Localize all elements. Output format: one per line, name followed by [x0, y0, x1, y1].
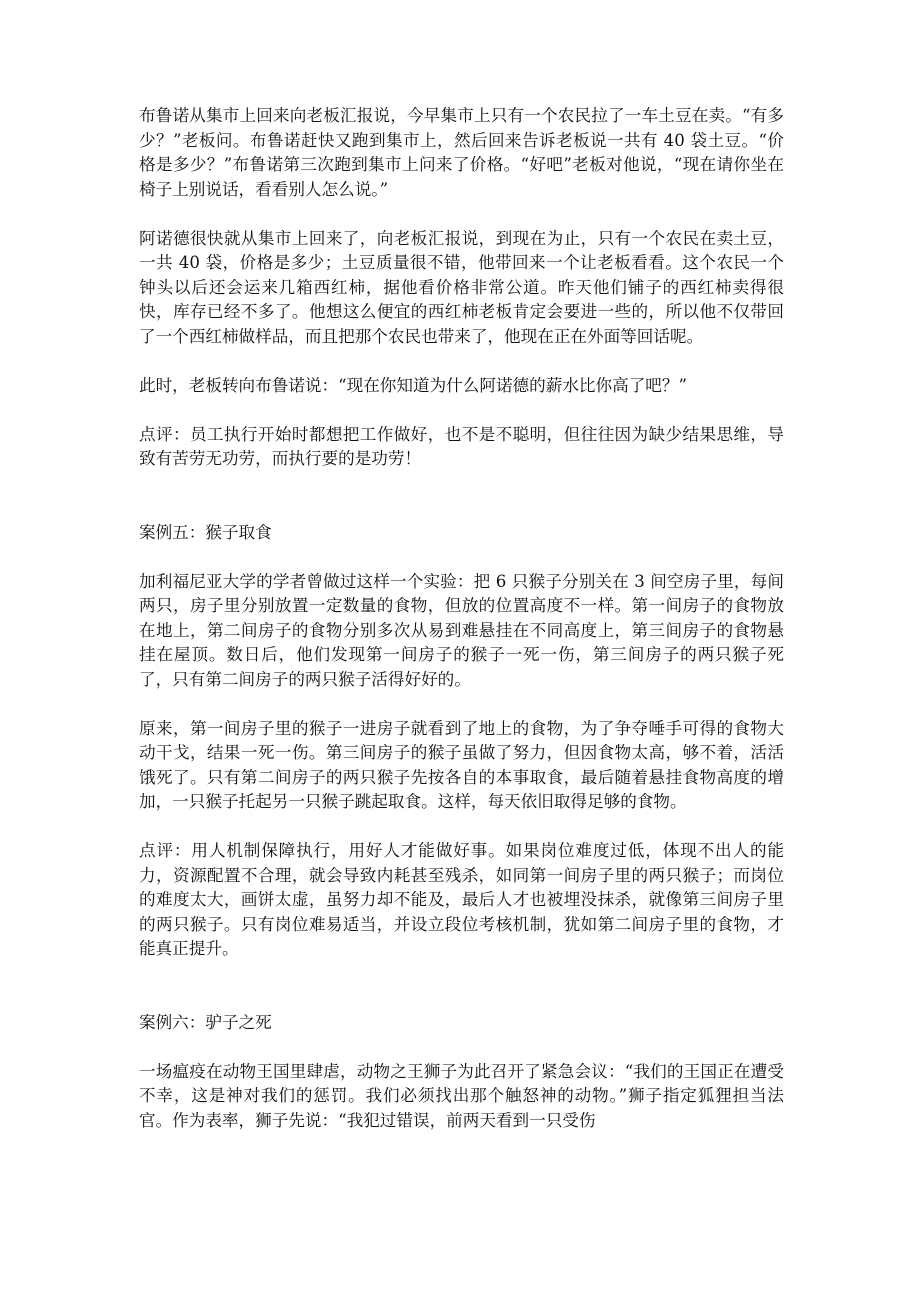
document-page [139, 104, 784, 1158]
story5-comment: 点评：用人机制保障执行，用好人才能做好事。如果岗位难度过低，体现不出人的能力，资源配置不合理，就会导致内耗甚至残杀，如同第一间房子里的两只猴子；而岗位的难度太大，画饼太虚，虽努力却不能及，最后人才也被埋没抹杀，就像第三间房子里的两只猴子。只有岗位难易适当，并设立段位考核机制，犹如第二间房子里的食物，才能真正提升。 [139, 841, 784, 958]
story6-paragraph-1: 一场瘟疫在动物王国里肆虐，动物之王狮子为此召开了紧急会议：“我们的王国正在遭受不幸，这是神对我们的惩罚。我们必须找出那个触怒神的动物。”狮子指定狐狸担当法官。作为表率，狮子先说：“我犯过错误，前两天看到一只受伤 [139, 1061, 784, 1130]
section-spacer [139, 986, 784, 1011]
story4-paragraph-3: 此时，老板转向布鲁诺说：“现在你知道为什么阿诺德的薪水比你高了吧？” [139, 375, 687, 395]
story4-paragraph-2: 阿诺德很快就从集市上回来了，向老板汇报说，到现在为止，只有一个农民在卖土豆，一共 40 袋，价格是多少；土豆质量很不错，他带回来一个让老板看看。这个农民一个钟头以后还会运来几箱西红柿，据他看价格非常公道。昨天他们铺子的西红柿卖得很快，库存已经不多了。他想这么便宜的西红柿老板肯定会要进一些的，所以他不仅带回了一个西红柿做样品，而且把那个农民也带来了，他现在正在外面等回话呢。 [139, 228, 784, 346]
story4-comment: 点评：员工执行开始时都想把工作做好，也不是不聪明，但往往因为缺少结果思维，导致有苦劳无功劳，而执行要的是功劳！ [139, 424, 784, 468]
story4-paragraph-1: 布鲁诺从集市上回来向老板汇报说，今早集市上只有一个农民拉了一车土豆在卖。“有多少？”老板问。布鲁诺赶快又跑到集市上，然后回来告诉老板说一共有 40 袋土豆。“价格是多少？”布鲁诺第三次跑到集市上问来了价格。“好吧”老板对他说，“现在请你坐在椅子上别说话，看看别人怎么说。” [139, 106, 784, 199]
story5-title: 案例五：猴子取食 [139, 522, 272, 542]
story5-paragraph-2: 原来，第一间房子里的猴子一进房子就看到了地上的食物，为了争夺唾手可得的食物大动干戈，结果一死一伤。第三间房子的猴子虽做了努力，但因食物太高，够不着，活活饿死了。只有第二间房子的两只猴子先按各自的本事取食，最后随着悬挂食物高度的增加，一只猴子托起另一只猴子跳起取食。这样，每天依旧取得足够的食物。 [139, 718, 784, 811]
story5-paragraph-1: 加利福尼亚大学的学者曾做过这样一个实验：把 6 只猴子分别关在 3 间空房子里，每间两只，房子里分别放置一定数量的食物，但放的位置高度不一样。第一间房子的食物放在地上，第二间房子的食物分别多次从易到难悬挂在不同高度上，第三间房子的食物悬挂在屋顶。数日后，他们发现第一间房子的猴子一死一伤，第三间房子的两只猴子死了，只有第二间房子的两只猴子活得好好的。 [139, 571, 784, 689]
section-spacer [139, 496, 784, 521]
story6-title: 案例六：驴子之死 [139, 1012, 272, 1032]
